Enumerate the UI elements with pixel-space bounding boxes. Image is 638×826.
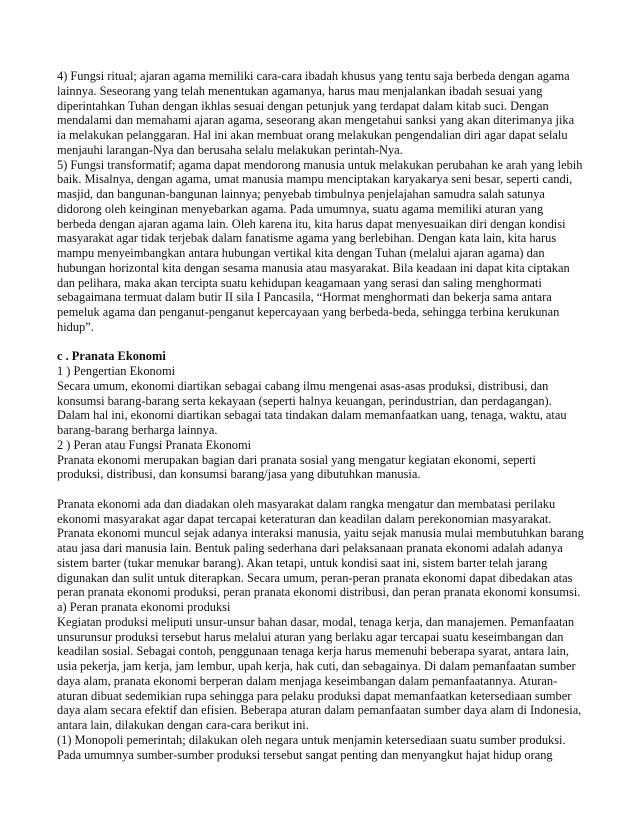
blank-line (57, 335, 585, 350)
paragraph-pranata-ekonomi-definisi: Pranata ekonomi merupakan bagian dari pranata sosial yang mengatur kegiatan ekonomi, seperti produksi, distribusi, dan konsumsi barang/jasa yang dibutuhkan manusia. (57, 452, 536, 482)
paragraph-pengertian-ekonomi: Secara umum, ekonomi diartikan sebagai cabang ilmu mengenai asas-asas produksi, distribusi, dan konsumsi barang-barang serta kekayaan (seperti halnya keuangan, perindustrian, dan perdagangan). Dalam hal ini, ekonomi diartikan sebagai tata tindakan dalam memanfaatkan uang, tenaga, waktu, atau barang-barang berharga lainnya. (57, 378, 567, 437)
subheading-peran-fungsi: 2 ) Peran atau Fungsi Pranata Ekonomi (57, 437, 252, 452)
paragraph-fungsi-ritual: 4) Fungsi ritual; ajaran agama memiliki cara-cara ibadah khusus yang tentu saja berbeda dengan agama lainnya. Seseorang yang telah menentukan agamanya, harus mau menjalankan ibadah sesuai yang diperintahkan Tuhan dengan ikhlas sesuai dengan petunjuk yang terdapat dalam kitab suci. Dengan mendalami dan memahami ajaran agama, seseorang akan mengetahui sanksi yang akan diterimanya jika ia melakukan pelanggaran. Hal ini akan membuat orang melakukan pengendalian diri agar dapat selalu menjauhi larangan-Nya dan berusaha selalu melakukan perintah-Nya. (57, 69, 575, 157)
paragraph-fungsi-transformatif: 5) Fungsi transformatif; agama dapat mendorong manusia untuk melakukan perubahan ke arah yang lebih baik. Misalnya, dengan agama, umat manusia mampu menciptakan karyakarya seni besar, seperti candi, masjid, dan bangunan-bangunan lainnya; penyebab timbulnya penjelajahan samudra salah satunya didorong oleh keinginan menyebarkan agama. Pada umumnya, suatu agama memiliki aturan yang berbeda dengan ajaran agama lain. Oleh karena itu, kita harus dapat menyesuaikan diri dengan kondisi masyarakat agar tidak terjebak dalam fanatisme agama yang berlebihan. Dengan kata lain, kita harus mampu menyeimbangkan antara hubungan vertikal kita dengan Tuhan (melalui ajaran agama) dan hubungan horizontal kita dengan sesama manusia atau masyarakat. Bila keadaan ini dapat kita ciptakan dan pelihara, maka akan tercipta suatu kehidupan keagamaan yang serasi dan saling menghormati sebagaimana termuat dalam butir II sila I Pancasila, “Hormat menghormati dan bekerja sama antara pemeluk agama dan penganut-penganut kepercayaan yang berbeda-beda, sehingga terbina kerukunan hidup”. (57, 157, 583, 334)
paragraph-kegiatan-produksi: Kegiatan produksi meliputi unsur-unsur bahan dasar, modal, tenaga kerja, dan manajemen. Pemanfaatan unsurunsur produksi tersebut harus melalui aturan yang berlaku agar tercapai suatu keseimbangan dan keadilan sosial. Sebagai contoh, penggunaan tenaga kerja harus memenuhi beberapa syarat, antara lain, usia pekerja, jam kerja, jam lembur, upah kerja, hak cuti, dan sebagainya. Di dalam pemanfaatan sumber daya alam, pranata ekonomi berperan dalam menjaga keseimbangan dalam pemanfaatannya. Aturan-aturan dibuat sedemikian rupa sehingga para pelaku produksi dapat memanfaatkan ketersediaan sumber daya alam secara efektif dan efisien. Beberapa aturan dalam pemanfaatan sumber daya alam di Indonesia, antara lain, dilakukan dengan cara-cara berikut ini. (57, 614, 582, 732)
document-body (57, 69, 585, 762)
subheading-peran-produksi: a) Peran pranata ekonomi produksi (57, 600, 231, 614)
subheading-pengertian-ekonomi: 1 ) Pengertian Ekonomi (57, 364, 176, 378)
blank-line (57, 482, 585, 497)
paragraph-monopoli-pemerintah: (1) Monopoli pemerintah; dilakukan oleh negara untuk menjamin ketersediaan suatu sumber produksi. Pada umumnya sumber-sumber produksi tersebut sangat penting dan menyangkut hajat hidup orang (57, 732, 566, 762)
section-heading-pranata-ekonomi: c . Pranata Ekonomi (57, 349, 166, 364)
paragraph-pranata-ekonomi-peran: Pranata ekonomi ada dan diadakan oleh masyarakat dalam rangka mengatur dan membatasi perilaku ekonomi masyarakat agar dapat tercapai keteraturan dan keadilan dalam perekonomian masyarakat. Pranata ekonomi muncul sejak adanya interaksi manusia, yaitu sejak manusia mulai membutuhkan barang atau jasa dari manusia lain. Bentuk paling sederhana dari pelaksanaan pranata ekonomi adalah adanya sistem barter (tukar menukar barang). Akan tetapi, untuk kondisi saat ini, sistem barter telah jarang digunakan dan sulit untuk diterapkan. Secara umum, peran-peran pranata ekonomi dapat dibedakan atas peran pranata ekonomi produksi, peran pranata ekonomi distribusi, dan peran pranata ekonomi konsumsi. (57, 496, 584, 600)
